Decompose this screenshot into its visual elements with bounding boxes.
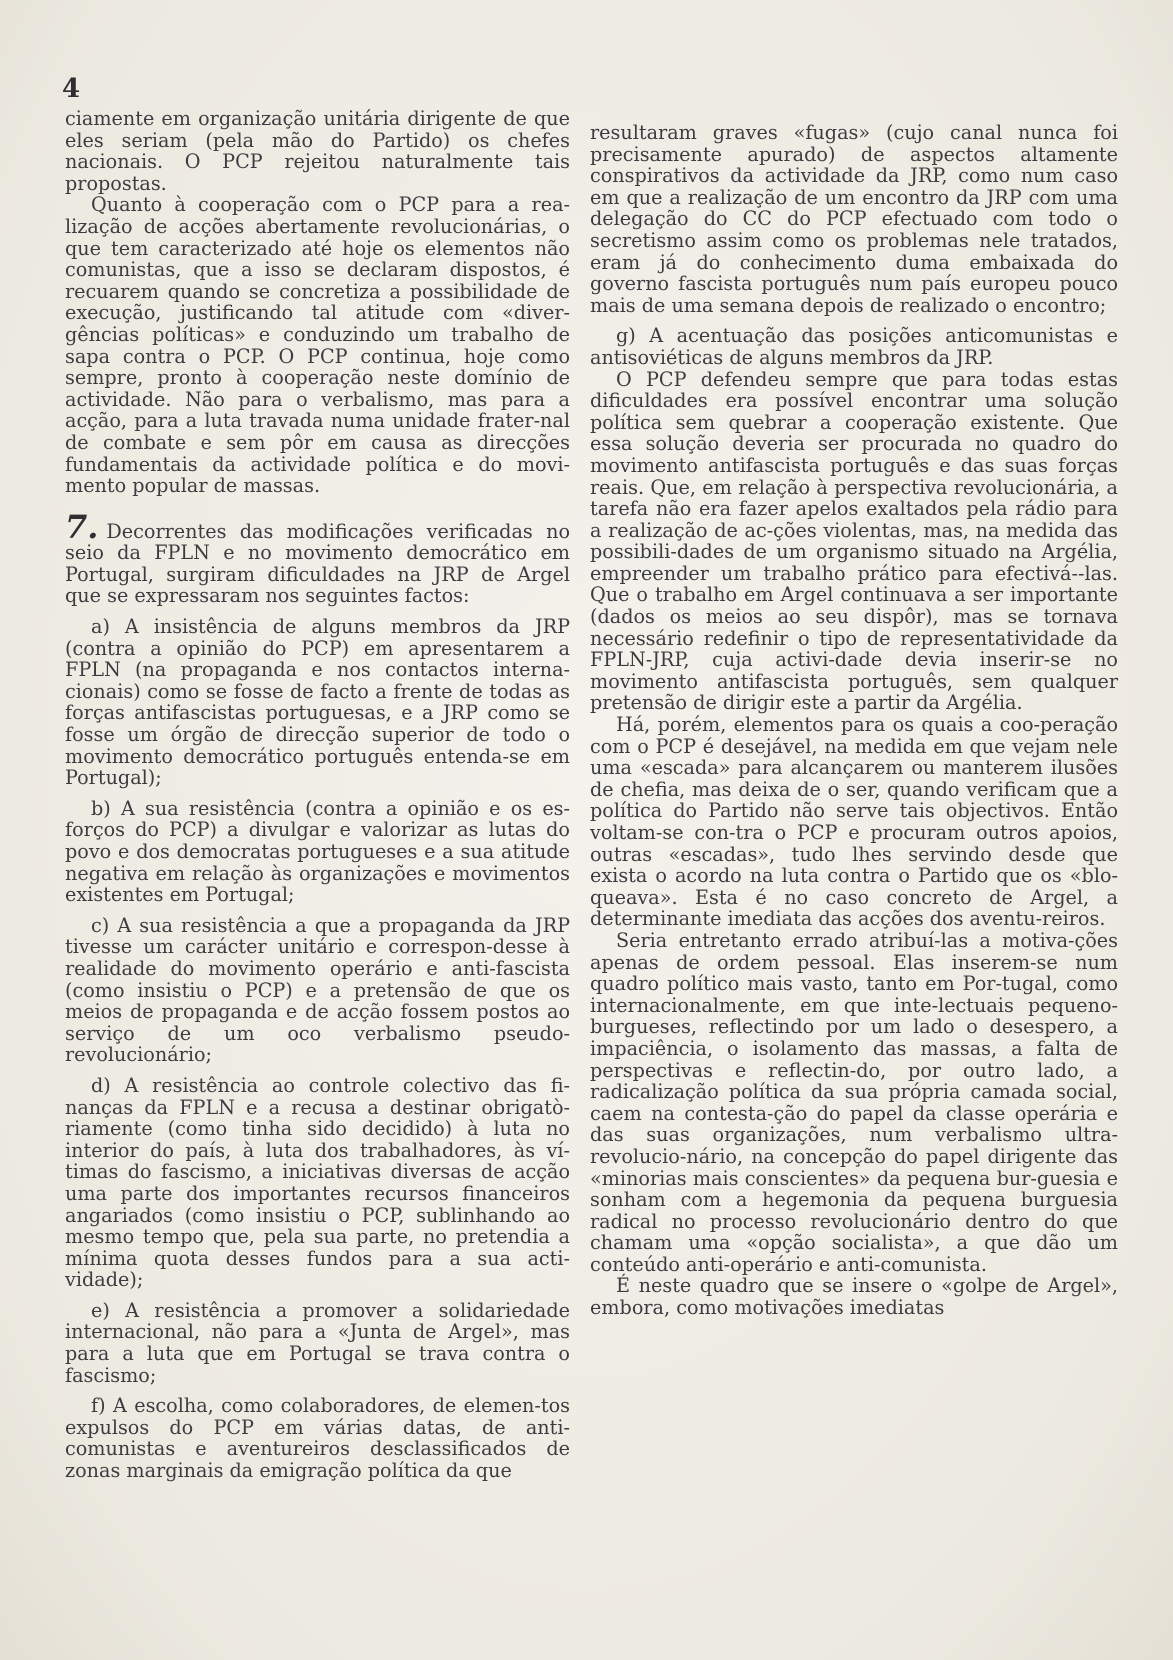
list-item-b: b) A sua resistência (contra a opinião e os es-forços do PCP) a divulgar e valorizar as lutas do povo e dos democratas portugueses e a sua atitude negativa em relação às organizações e movimentos existentes em Portugal;: [65, 796, 570, 907]
list-item-f: f) A escolha, como colaboradores, de elemen-tos expulsos do PCP em várias datas, de anti-comunistas e aventureiros desclassificados de zonas marginais da emigração política da que: [65, 1394, 570, 1483]
list-item-d: d) A resistência ao controle colectivo das fi-nanças da FPLN e a recusa a destinar obrigatò-riamente (como tinha sido decidido) à luta no interior do país, à luta dos trabalhadores, às ví-timas do fascismo, a iniciativas diversas de acção uma parte dos importantes recursos financeiros angariados (como insistiu o PCP, sublinhando ao mesmo tempo que, pela sua parte, no pretendia a mínima quota desses fundos para a sua acti-vidade);: [65, 1073, 570, 1292]
paragraph: Há, porém, elementos para os quais a coo-peração com o PCP é desejável, na medida em que vejam nele uma «escada» para alcançarem ou manterem ilusões de chefia, mas deixa de o ser, quando verificam que a política do Partido não serve tais objectivos. Então voltam-se con-tra o PCP e procuram outros apoios, outras «escadas», tudo lhes servindo desde que exista o acordo na luta contra o Partido que os «blo-queava». Esta é no caso concreto de Argel, a determinante imediata das acções dos aventu-reiros.: [590, 713, 1118, 931]
paragraph: É neste quadro que se insere o «golpe de Argel», embora, como motivações imediatas: [590, 1274, 1118, 1320]
paragraph: Seria entretanto errado atribuí-las a motiva-ções apenas de ordem pessoal. Elas inserem-se num quadro político mais vasto, tanto em Por-tugal, como internacionalmente, em que inte-lectuais pequeno-burgueses, reflectindo por um lado o desespero, a impaciência, o isolamento das massas, a falta de perspectivas e reflectin-do, por outro lado, a radicalização política da sua própria camada social, caem na contesta-ção do papel da classe operária e das suas organizações, num verbalismo ultra-revolucio-nário, na concepção do papel dirigente das «minorias mais conscientes» da pequena bur-guesia e sonham com a hegemonia da pequena burguesia radical no processo revolucionário dentro do que chamam uma «opção socialista», a que dão um conteúdo anti-operário e anti-comunista.: [590, 928, 1118, 1276]
list-item-e: e) A resistência a promover a solidariedade internacional, não para a «Junta de Argel», mas para a luta que em Portugal se trava contra o fascismo;: [65, 1298, 570, 1387]
list-item-c: c) A sua resistência a que a propaganda da JRP tivesse um carácter unitário e correspon-desse à realidade do movimento operário e anti-fascista (como insistiu o PCP) e a pretensão de que os meios de propaganda e de acção fossem postos ao serviço de um oco verbalismo pseudo-revolucionário;: [65, 913, 570, 1067]
list-item-a: a) A insistência de alguns membros da JRP (contra a opinião do PCP) em apresentarem a FPLN (na propaganda e nos contactos interna-cionais) como se fosse de facto a frente de todas as forças antifascistas portuguesas, e a JRP como se fosse um órgão de direcção superior de todo o movimento democrático português entenda-se em Portugal);: [65, 615, 570, 790]
paragraph: O PCP defendeu sempre que para todas estas dificuldades era possível encontrar uma solução política sem quebrar a cooperação existente. Que essa solução deveria ser procurada no quadro do movimento antifascista português e das suas forças reais. Que, em relação à perspectiva revolucionária, a tarefa não era fazer apelos exaltados pela rádio para a realização de ac-ções violentas, mas, na medida das possibili-dades de um organismo situado na Argélia, empreender um trabalho prático para efectivá--las. Que o trabalho em Argel continuava a ser importante (dados os meios ao seu dispôr), mas se tornava necessário redefinir o tipo de representatividade da FPLN-JRP, cuja activi-dade devia inserir-se no movimento antifascista português, sem qualquer pretensão de dirigir este a partir da Argélia.: [590, 367, 1118, 715]
section-number: 7.: [65, 507, 99, 546]
paragraph: ciamente em organização unitária dirigente de que eles seriam (pela mão do Partido) os chefes nacionais. O PCP rejeitou naturalmente tais propostas.: [65, 107, 570, 195]
right-column: [590, 122, 1118, 1319]
list-item-g: g) A acentuação das posições anticomunistas e antisoviéticas de alguns membros da JRP.: [590, 324, 1118, 369]
page-number: 4: [62, 74, 81, 104]
section-7-text: Decorrentes das modificações verificadas no seio da FPLN e no movimento democrático em Portugal, surgiram dificuldades na JRP de Argel que se expressaram nos seguintes factos:: [65, 519, 570, 608]
paragraph: Quanto à cooperação com o PCP para a rea-lização de acções abertamente revolucionárias, o que tem caracterizado até hoje os elementos não comunistas, que a isso se declaram dispostos, é recuarem quando se concretiza a possibilidade de execução, justificando tal atitude com «diver-gências políticas» e conduzindo um trabalho de sapa contra o PCP. O PCP continua, hoje como sempre, pronto à cooperação neste domínio de actividade. Não para o verbalismo, mas para a acção, para a luta travada numa unidade frater-nal de combate e sem pôr em causa as direcções fundamentais da actividade política e do movi-mento popular de massas.: [65, 193, 570, 498]
section-7-paragraph: [65, 507, 570, 608]
left-column: [65, 108, 570, 1482]
paragraph: resultaram graves «fugas» (cujo canal nunca foi precisamente apurado) de aspectos altamente conspirativos da actividade da JRP, como num caso em que a realização de um encontro da JRP com uma delegação do CC do PCP efectuado com todo o secretismo assim como os problemas nele tratados, eram já do conhecimento duma embaixada do governo fascista português num país europeu pouco mais de uma semana depois de realizado o encontro;: [590, 121, 1118, 317]
